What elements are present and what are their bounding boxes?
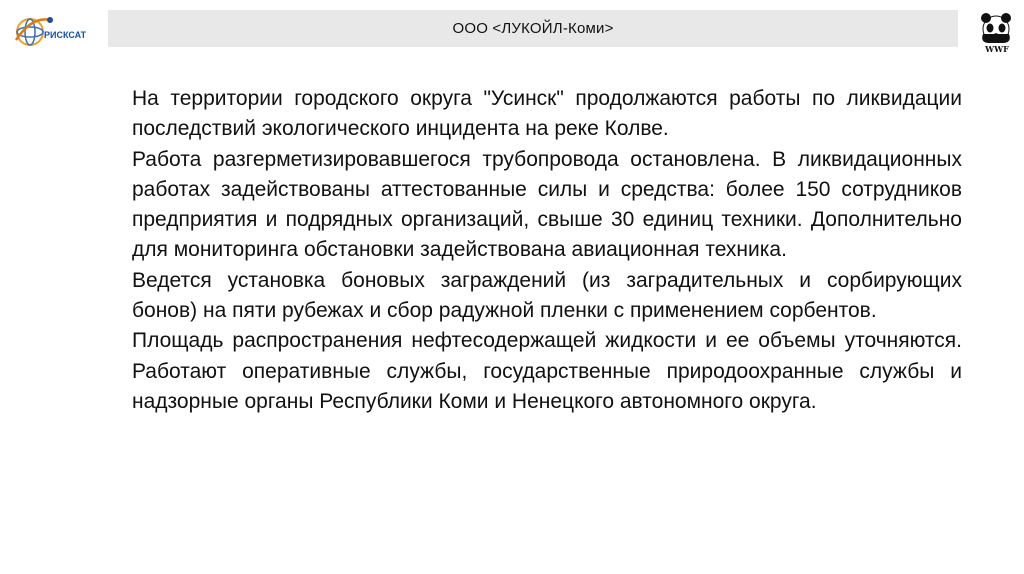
header-bar (108, 10, 958, 47)
paragraph: На территории городского округа "Усинск" продолжаются работы по ликвидации последствий экологического инцидента на реке Колве. (132, 87, 962, 141)
page-title: ООО <ЛУКОЙЛ-Коми> (452, 20, 614, 37)
wwf-logo-text: WWF (985, 44, 1009, 54)
paragraph: Площадь распространения нефтесодержащей жидкости и ее объемы уточняются. Работают оперативные службы, государственные природоохранные службы и надзорные органы Республики Коми и Ненецкого автономного округа. (132, 329, 962, 413)
paragraph: Ведется установка боновых заграждений (из заградительных и сорбирующих бонов) на пяти рубежах и сбор радужной пленки с применением сорбентов. (132, 268, 962, 323)
main-text-block (132, 84, 962, 417)
paragraph: Работа разгерметизировавшегося трубопровода остановлена. В ликвидационных работах задействованы аттестованные силы и средства: более 150 сотрудников предприятия и подрядных организаций, свыше 30 единиц техники. Дополнительно для мониторинга обстановки задействована авиационная техника. (132, 147, 962, 262)
company-logo-text: РИСКСАТ (44, 30, 87, 40)
company-logo (12, 10, 94, 54)
